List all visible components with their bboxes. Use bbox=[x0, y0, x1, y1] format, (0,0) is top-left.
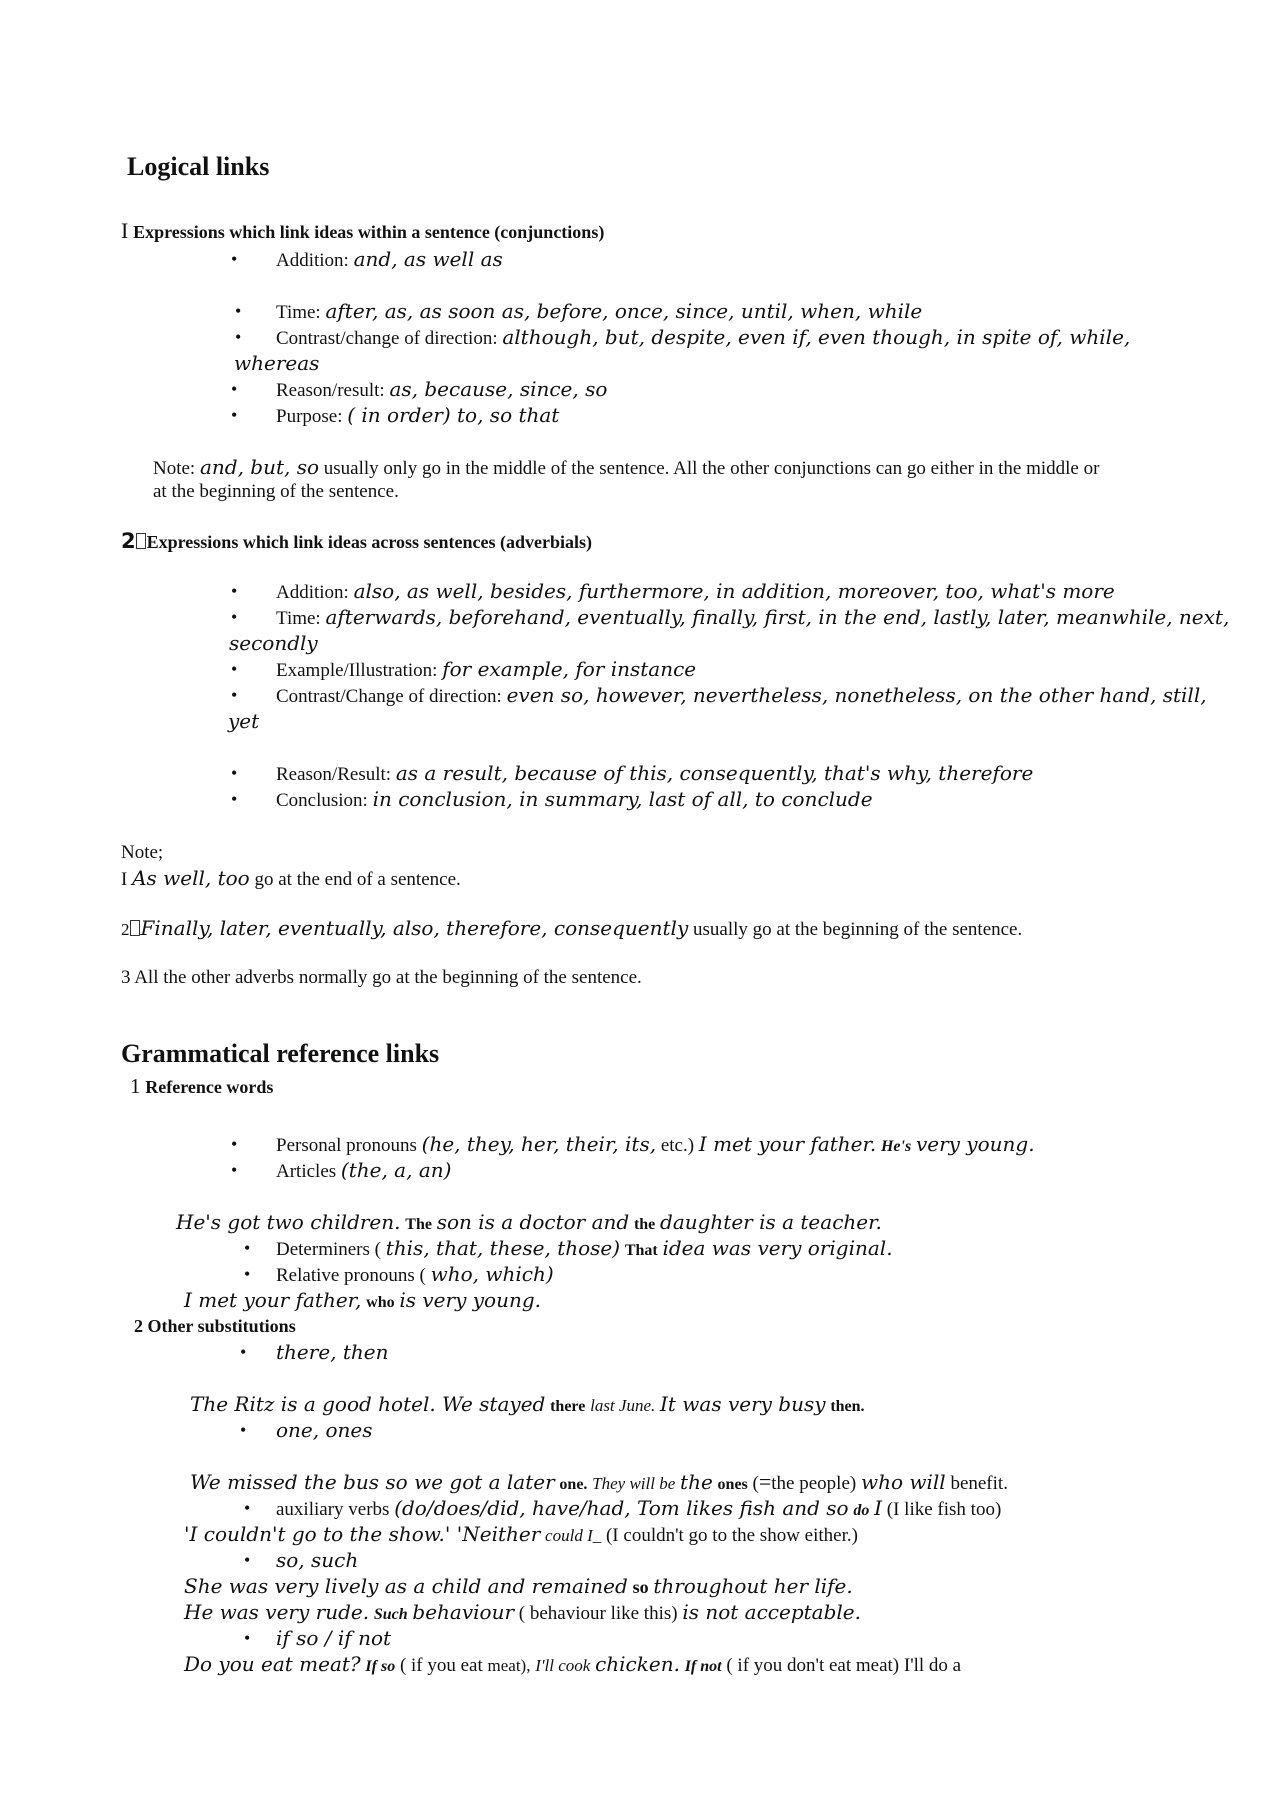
note-words: Finally, later, eventually, also, therefore, consequently bbox=[140, 916, 689, 940]
list-item bbox=[276, 762, 1033, 786]
section2-heading bbox=[121, 530, 592, 554]
list-item bbox=[276, 1497, 1001, 1522]
example-bold: then. bbox=[830, 1398, 865, 1415]
list-item bbox=[276, 378, 607, 402]
bullet-icon bbox=[231, 684, 237, 706]
item-examples: also, as well, besides, furthermore, in addition, moreover, too, what's more bbox=[353, 579, 1115, 603]
item-label: Reason/result: bbox=[276, 380, 385, 401]
item-examples: even so, however, nevertheless, nonetheless, on the other hand, still, bbox=[506, 683, 1207, 707]
page-title: Logical links bbox=[127, 152, 270, 181]
example-text: The Ritz is a good hotel. We stayed bbox=[190, 1392, 546, 1416]
example-line bbox=[190, 1393, 865, 1418]
example-text: meat), bbox=[487, 1656, 531, 1675]
item-etc: etc.) bbox=[660, 1135, 695, 1156]
example-bold: do bbox=[853, 1502, 870, 1519]
item-examples: and, as well as bbox=[353, 247, 503, 271]
example-text: We missed the bus so we got a later bbox=[190, 1470, 555, 1494]
bullet-icon bbox=[244, 1627, 250, 1649]
example-bold: That bbox=[624, 1242, 658, 1259]
bullet-icon bbox=[231, 248, 237, 270]
note-label: Note; bbox=[121, 842, 164, 863]
list-item bbox=[276, 326, 1130, 350]
example-text: ( if you don't eat meat) I'll do a bbox=[726, 1655, 962, 1676]
list-item bbox=[276, 658, 696, 682]
example-text: I bbox=[874, 1496, 883, 1520]
example-text: last June. bbox=[590, 1396, 656, 1415]
item-examples: ( in order) to, so that bbox=[347, 403, 560, 427]
item-label: Relative pronouns ( bbox=[276, 1265, 426, 1286]
note-number: I bbox=[121, 869, 128, 890]
item-examples: in conclusion, in summary, last of all, to conclude bbox=[372, 787, 873, 811]
example-text: ( behaviour like this) bbox=[518, 1603, 678, 1624]
example-line bbox=[184, 1575, 853, 1599]
example-line bbox=[184, 1289, 541, 1314]
item-label: Contrast/Change of direction: bbox=[276, 686, 502, 707]
list-item bbox=[276, 1237, 893, 1262]
bullet-icon bbox=[231, 378, 237, 400]
bullet-icon bbox=[231, 788, 237, 810]
example-bold: so bbox=[632, 1577, 649, 1597]
example-text: Do you eat meat? bbox=[184, 1652, 361, 1676]
example-line bbox=[184, 1601, 861, 1626]
item-examples-continued: whereas bbox=[234, 351, 320, 375]
missing-glyph-icon bbox=[130, 920, 140, 936]
bullet-icon bbox=[235, 326, 241, 348]
list-item bbox=[276, 1263, 554, 1287]
note-words: and, but, so bbox=[199, 455, 320, 479]
example-text: = bbox=[758, 1469, 772, 1494]
example-text: the people) bbox=[771, 1473, 857, 1494]
example-text: is not acceptable. bbox=[682, 1600, 861, 1624]
bullet-icon bbox=[235, 300, 241, 322]
example-text: He's got two children. bbox=[176, 1210, 401, 1234]
item-label: Purpose: bbox=[276, 406, 343, 427]
missing-glyph-icon bbox=[136, 533, 146, 549]
item-examples-continued: secondly bbox=[229, 631, 318, 655]
bullet-icon bbox=[244, 1549, 250, 1571]
item-examples: for example, for instance bbox=[442, 657, 697, 681]
subsection-number: 1 bbox=[130, 1074, 141, 1098]
item-examples: (the, a, an) bbox=[340, 1158, 452, 1182]
item-label: Reason/Result: bbox=[276, 764, 392, 785]
item-label: Determiners ( bbox=[276, 1239, 381, 1260]
note-prefix: Note: bbox=[153, 458, 196, 479]
item-label: Time: bbox=[276, 608, 321, 629]
list-item: one, ones bbox=[276, 1418, 373, 1442]
list-item: so, such bbox=[276, 1548, 359, 1572]
example-bold: If so bbox=[365, 1658, 396, 1675]
example-bold: the bbox=[633, 1216, 656, 1233]
note-line bbox=[153, 456, 1099, 480]
example-line bbox=[184, 1653, 961, 1678]
bullet-icon bbox=[240, 1341, 246, 1363]
list-item bbox=[276, 300, 922, 324]
example-text: who will bbox=[860, 1470, 946, 1494]
example-bold: who bbox=[366, 1294, 395, 1311]
item-examples: (he, they, her, their, its, bbox=[421, 1132, 657, 1156]
item-label: Addition: bbox=[276, 250, 349, 271]
note-line bbox=[121, 867, 461, 891]
bullet-icon bbox=[240, 1419, 246, 1441]
item-examples: after, as, as soon as, before, once, since, until, when, while bbox=[325, 299, 923, 323]
list-item bbox=[276, 1159, 451, 1183]
example-text: daughter is a teacher. bbox=[660, 1210, 882, 1234]
note-text: usually only go in the middle of the sentence. All the other conjunctions can go either in the middle or bbox=[323, 458, 1100, 479]
example-line bbox=[184, 1523, 858, 1547]
item-label: Articles bbox=[276, 1161, 337, 1182]
example-text: is very young. bbox=[399, 1288, 541, 1312]
note-line bbox=[121, 917, 1022, 941]
bullet-icon bbox=[244, 1263, 250, 1285]
example-text: son is a doctor and bbox=[436, 1210, 630, 1234]
example-text: (I like fish too) bbox=[886, 1499, 1002, 1520]
item-label: auxiliary verbs bbox=[276, 1499, 390, 1520]
example-bold: If not bbox=[684, 1658, 722, 1675]
list-item: there, then bbox=[276, 1340, 389, 1364]
note-text: go at the end of a sentence. bbox=[254, 869, 461, 890]
item-examples: this, that, these, those) bbox=[385, 1236, 621, 1260]
example-text: They will be bbox=[592, 1474, 676, 1493]
note-line: 3 All the other adverbs normally go at the beginning of the sentence. bbox=[121, 967, 642, 988]
example-text: (I couldn't go to the show either.) bbox=[605, 1525, 858, 1546]
example-text: the bbox=[680, 1470, 713, 1494]
section1-heading bbox=[121, 220, 604, 244]
section-title: Grammatical reference links bbox=[121, 1039, 440, 1068]
item-label: Conclusion: bbox=[276, 790, 368, 811]
bullet-icon bbox=[231, 404, 237, 426]
item-examples: although, but, despite, even if, even though, in spite of, while, bbox=[502, 325, 1131, 349]
subsection-heading bbox=[130, 1075, 273, 1099]
section2-number: 2 bbox=[121, 529, 136, 553]
example-bold: one. bbox=[559, 1476, 588, 1493]
item-examples: (do/does/did, have/had, Tom likes fish and so bbox=[394, 1496, 849, 1520]
example-text: behaviour bbox=[412, 1600, 515, 1624]
example-text: idea was very original. bbox=[662, 1236, 893, 1260]
example-bold: there bbox=[550, 1398, 586, 1415]
bullet-icon bbox=[231, 1133, 237, 1155]
example-text: He was very rude. bbox=[184, 1600, 370, 1624]
section2-title: Expressions which link ideas across sentences (adverbials) bbox=[146, 532, 593, 552]
list-item bbox=[276, 404, 559, 428]
example-line bbox=[176, 1211, 882, 1236]
list-item bbox=[276, 606, 1229, 630]
list-item bbox=[276, 684, 1207, 708]
item-label: Example/Illustration: bbox=[276, 660, 438, 681]
item-label: Addition: bbox=[276, 582, 349, 603]
example-line bbox=[190, 1471, 1008, 1496]
example-text: very young. bbox=[915, 1132, 1035, 1156]
example-text: ( if you eat bbox=[399, 1655, 483, 1676]
example-text: I met your father, bbox=[184, 1288, 362, 1312]
example-bold: ones bbox=[717, 1476, 748, 1493]
item-examples: as a result, because of this, consequently, that's why, therefore bbox=[395, 761, 1034, 785]
example-text: I met your father. bbox=[698, 1132, 877, 1156]
list-item bbox=[276, 1133, 1035, 1158]
example-text: I'll cook bbox=[535, 1656, 591, 1675]
item-examples: as, because, since, so bbox=[389, 377, 608, 401]
item-label: Personal pronouns bbox=[276, 1135, 417, 1156]
bullet-icon bbox=[231, 580, 237, 602]
example-bold: He's bbox=[880, 1138, 912, 1155]
list-item bbox=[276, 788, 873, 812]
example-text: She was very lively as a child and remained bbox=[184, 1574, 628, 1598]
list-item bbox=[276, 580, 1115, 604]
example-text: throughout her life. bbox=[653, 1574, 853, 1598]
example-text: It was very busy bbox=[660, 1392, 826, 1416]
section1-number: I bbox=[121, 218, 129, 243]
section1-title: Expressions which link ideas within a sentence (conjunctions) bbox=[133, 222, 605, 242]
item-examples-continued: yet bbox=[228, 709, 260, 733]
bullet-icon bbox=[244, 1497, 250, 1519]
bullet-icon bbox=[231, 658, 237, 680]
list-item: if so / if not bbox=[276, 1626, 392, 1650]
bullet-icon bbox=[231, 606, 237, 628]
example-text: could I_ bbox=[545, 1526, 602, 1545]
item-label: Contrast/change of direction: bbox=[276, 328, 498, 349]
note-number: 2 bbox=[121, 920, 130, 939]
note-words: As well, too bbox=[132, 866, 250, 890]
bullet-icon bbox=[231, 762, 237, 784]
list-item bbox=[276, 248, 503, 272]
example-text: 'I couldn't go to the show.' 'Neither bbox=[184, 1522, 541, 1546]
example-bold: The bbox=[405, 1216, 432, 1233]
note-text: usually go at the beginning of the sentence. bbox=[693, 919, 1023, 940]
bullet-icon bbox=[231, 1159, 237, 1181]
note-line-2: at the beginning of the sentence. bbox=[153, 481, 399, 502]
example-bold: Such bbox=[373, 1606, 408, 1623]
example-text: ( bbox=[752, 1473, 759, 1494]
bullet-icon bbox=[244, 1237, 250, 1259]
item-examples: who, which) bbox=[430, 1262, 554, 1286]
example-text: benefit. bbox=[950, 1473, 1008, 1494]
example-text: chicken. bbox=[595, 1652, 680, 1676]
subsection-title: Reference words bbox=[145, 1077, 274, 1097]
subsection-heading: 2 Other substitutions bbox=[134, 1316, 296, 1336]
item-label: Time: bbox=[276, 302, 321, 323]
item-examples: afterwards, beforehand, eventually, finally, first, in the end, lastly, later, meanwhile, next, bbox=[325, 605, 1230, 629]
